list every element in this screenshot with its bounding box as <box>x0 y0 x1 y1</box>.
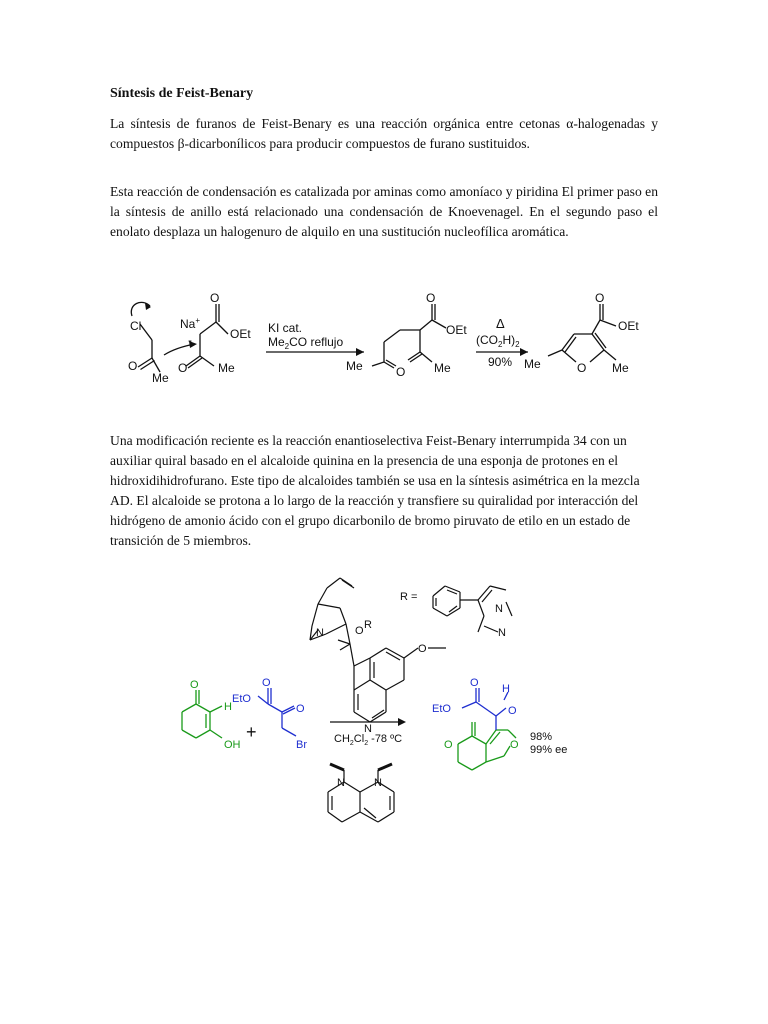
pyruvate-bromine: Br <box>296 739 307 751</box>
paragraph-intro: La síntesis de furanos de Feist-Benary es una reacción orgánica entre cetonas α-halogenadas y compuestos β-dicarbonílicos para producir compuestos de furano sustituidos. <box>110 116 658 151</box>
sodium-label: Na+ <box>180 316 201 331</box>
product-ethoxy: EtO <box>432 703 451 715</box>
quinoline-nitrogen: N <box>364 723 372 735</box>
methyl-label: Me <box>218 361 235 375</box>
delta-label: Δ <box>496 316 505 331</box>
arrow-reagent-bottom: $Me_2CO$ reflujo <box>268 335 344 351</box>
document-title: Síntesis de Feist-Benary <box>110 86 254 101</box>
methyl-label: Me <box>152 371 169 385</box>
methoxy-oxygen: O <box>418 643 427 655</box>
chloride-label: Cl <box>130 319 142 333</box>
r-group-label: R <box>364 619 372 631</box>
yield-label: 98% <box>530 731 553 743</box>
product-ring-structure <box>458 722 516 770</box>
pyruvate-oxygen: O <box>262 677 271 689</box>
ether-oxygen: O <box>355 625 364 637</box>
pyruvate-oxygen: O <box>296 703 305 715</box>
product-hydroxyl-hydrogen: H <box>502 683 510 695</box>
oxygen-label: O <box>396 365 406 379</box>
r-equals-label: R = <box>400 591 418 603</box>
reaction-conditions: $CH_2Cl_2$ -78 ºC <box>334 733 403 747</box>
plus-sign: + <box>246 722 257 742</box>
product-ketone-oxygen: O <box>444 739 453 751</box>
methyl-label: Me <box>434 361 451 375</box>
ethoxy-label: OEt <box>446 323 467 337</box>
minus-sign: - <box>188 333 192 347</box>
oxygen-label: O <box>426 291 436 305</box>
paragraph-mechanism: Esta reacción de condensación es catalizada por aminas como amoníaco y piridina El primer paso en la síntesis de anillo está relacionado una condensación de Knoevenagel. En el segundo paso el enolato desplaza un halogenuro de alquilo en una sustitución nucleofílica aromática. <box>110 184 658 239</box>
oxygen-label: O <box>178 361 188 375</box>
sponge-nitrogen: N <box>374 777 382 789</box>
methyl-label: Me <box>612 361 629 375</box>
ethoxy-label: OEt <box>618 319 639 333</box>
paragraph-modification: Una modificación reciente es la reacción enantioselectiva Feist-Benary interrumpida 34 con un auxiliar quiral basado en el alcaloide quinina en la presencia de una esponja de protones en el hidroxidihidrofurano. Este tipo de alcaloides también se usa en la síntesis asimétrica en la mezcla AD. El alcaloide se protona a lo largo de la reacción y transfiere su quiralidad por interacción del hidrógeno de amonio ácido con el grupo dicarbonilo de bromo piruvato de etilo en un estado de transición de 5 miembros. <box>110 433 640 548</box>
cyclohexanedione-structure <box>182 690 222 738</box>
dione-oxygen: O <box>190 679 199 691</box>
pyruvate-ethoxy: EtO <box>232 693 251 705</box>
oxygen-label: O <box>128 359 138 373</box>
arrow-reagent-top: KI cat. <box>268 321 303 335</box>
proton-sponge-structure <box>328 764 394 822</box>
product-ring-oxygen: O <box>510 739 519 751</box>
furan-oxygen-label: O <box>577 361 587 375</box>
quinuclidine-nitrogen: N <box>316 627 324 639</box>
pyrimidine-nitrogen: N <box>495 603 503 615</box>
oxygen-label: O <box>595 291 605 305</box>
dione-hydrogen: H <box>224 701 232 713</box>
sponge-nitrogen: N <box>337 777 345 789</box>
methyl-label: Me <box>346 359 363 373</box>
ethyl-bromopyruvate-structure <box>258 688 296 736</box>
dione-hydroxyl: OH <box>224 739 241 751</box>
pyrimidine-nitrogen: N <box>498 627 506 639</box>
product-ester-oxygen: O <box>470 677 479 689</box>
yield-label: 90% <box>488 355 513 369</box>
ee-label: 99% ee <box>530 744 568 756</box>
ethoxy-label: OEt <box>230 327 251 341</box>
methyl-label: Me <box>524 357 541 371</box>
product-hydroxyl-oxygen: O <box>508 705 517 717</box>
acid-label: $(CO_2H)_2$ <box>476 333 520 349</box>
oxygen-label: O <box>210 291 220 305</box>
